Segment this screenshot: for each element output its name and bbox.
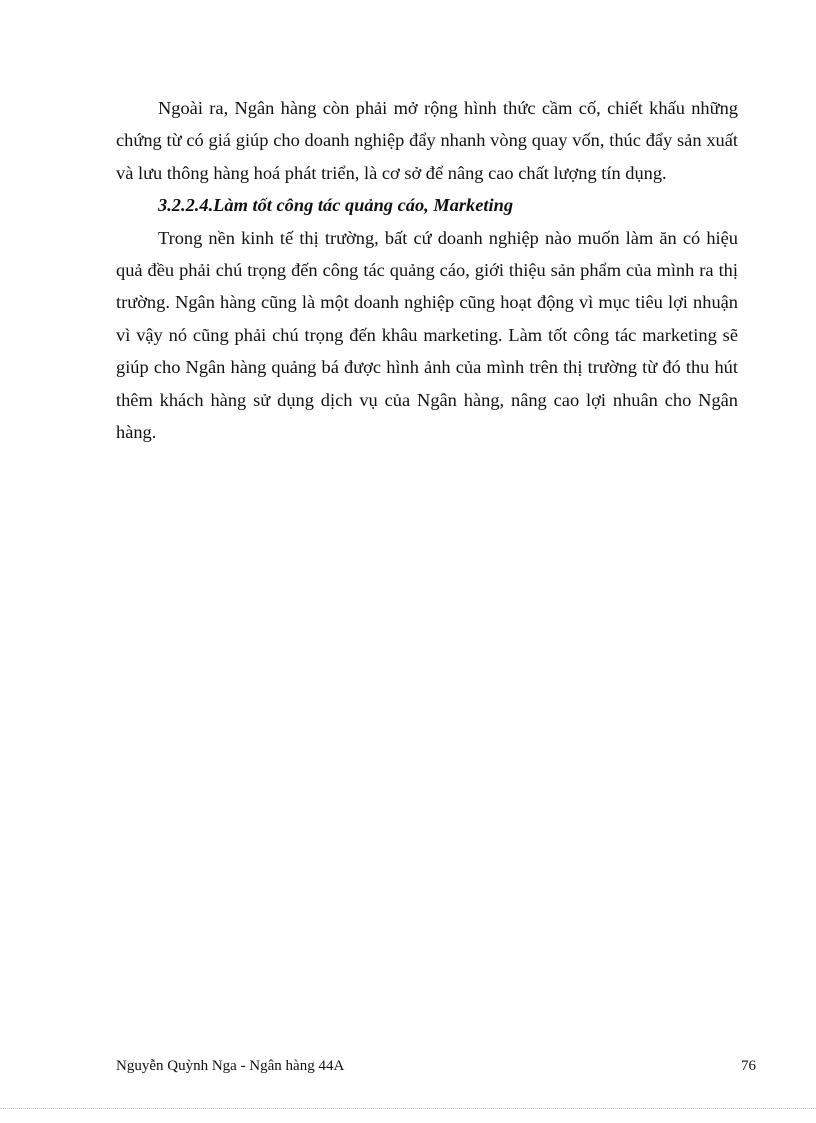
section-heading: 3.2.2.4.Làm tốt công tác quảng cáo, Marketing [158, 195, 514, 216]
footer-author: Nguyễn Quỳnh Nga - Ngân hàng 44A [116, 1058, 345, 1074]
page-number: 76 [741, 1058, 756, 1074]
paragraph-marketing: Trong nền kinh tế thị trường, bất cứ doanh nghiệp nào muốn làm ăn có hiệu quả đều phải chú trọng đến công tác quảng cáo, giới thiệu sản phẩm của mình ra thị trường. Ngân hàng cũng là một doanh nghiệp cũng hoạt động vì mục tiêu lợi nhuận vì vậy nó cũng phải chú trọng đến khâu marketing. Làm tốt công tác marketing sẽ giúp cho Ngân hàng quảng bá được hình ảnh của mình trên thị trường từ đó thu hút thêm khách hàng sử dụng dịch vụ của Ngân hàng, nâng cao lợi nhuân cho Ngân hàng. [116, 227, 738, 443]
paragraph-credit-expansion: Ngoài ra, Ngân hàng còn phải mở rộng hình thức cầm cố, chiết khấu những chứng từ có giá giúp cho doanh nghiệp đẩy nhanh vòng quay vốn, thúc đẩy sản xuất và lưu thông hàng hoá phát triển, là cơ sở để nâng cao chất lượng tín dụng. [116, 98, 738, 183]
footer-divider [0, 1108, 816, 1109]
body-text [116, 92, 738, 448]
